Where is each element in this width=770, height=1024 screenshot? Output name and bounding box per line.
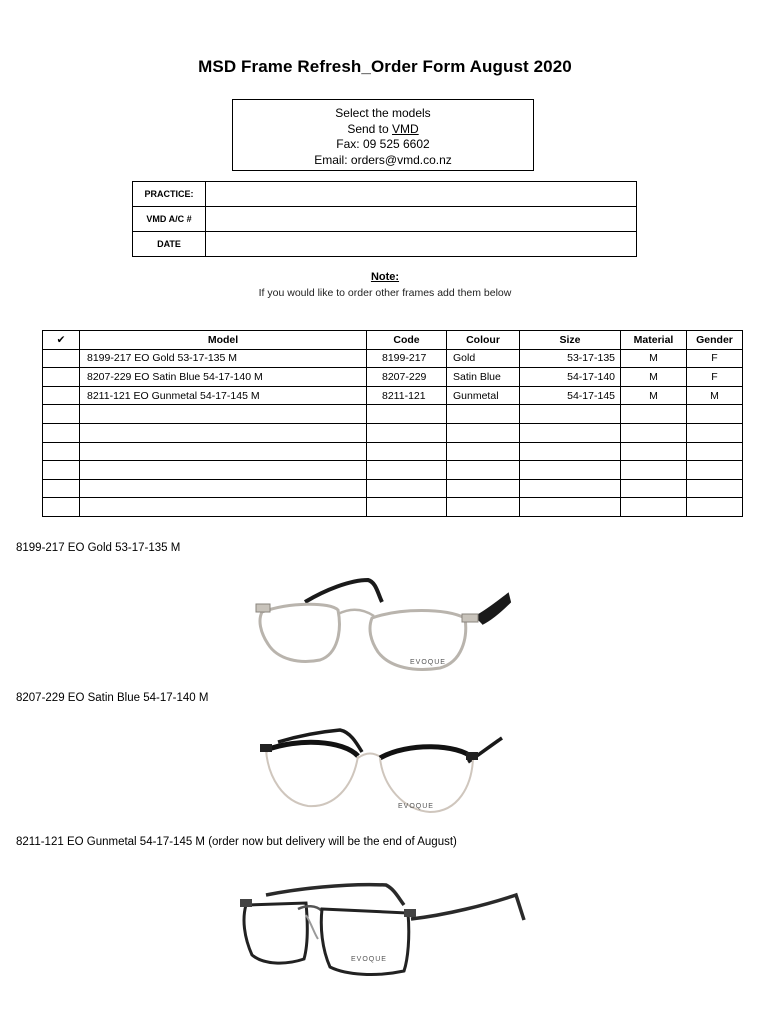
empty-cell[interactable] bbox=[367, 461, 447, 480]
empty-cell[interactable] bbox=[520, 498, 621, 517]
empty-cell[interactable] bbox=[80, 405, 367, 424]
empty-cell[interactable] bbox=[520, 461, 621, 480]
row-material: M bbox=[621, 349, 687, 368]
row-model: 8207-229 EO Satin Blue 54-17-140 M bbox=[80, 368, 367, 387]
empty-cell[interactable] bbox=[520, 423, 621, 442]
empty-cell[interactable] bbox=[80, 479, 367, 498]
row-check-cell[interactable] bbox=[43, 442, 80, 461]
header-colour: Colour bbox=[447, 331, 520, 350]
empty-cell[interactable] bbox=[687, 405, 743, 424]
row-code: 8199-217 bbox=[367, 349, 447, 368]
header-size: Size bbox=[520, 331, 621, 350]
product-caption-gold: 8199-217 EO Gold 53-17-135 M bbox=[16, 542, 181, 554]
satin-blue-glasses-icon bbox=[258, 722, 513, 822]
row-colour: Satin Blue bbox=[447, 368, 520, 387]
empty-cell[interactable] bbox=[80, 498, 367, 517]
brand-label: EVOQUE bbox=[410, 659, 446, 666]
account-label: VMD A/C # bbox=[133, 207, 206, 232]
product-caption-satin-blue: 8207-229 EO Satin Blue 54-17-140 M bbox=[16, 692, 209, 704]
send-line-email: Email: orders@vmd.co.nz bbox=[314, 152, 452, 167]
empty-cell[interactable] bbox=[367, 423, 447, 442]
empty-cell[interactable] bbox=[621, 423, 687, 442]
row-size: 54-17-145 bbox=[520, 386, 621, 405]
row-model: 8211-121 EO Gunmetal 54-17-145 M bbox=[80, 386, 367, 405]
send-instructions-box bbox=[232, 99, 534, 171]
row-check-cell[interactable] bbox=[43, 498, 80, 517]
empty-row bbox=[43, 442, 743, 461]
brand-label: EVOQUE bbox=[351, 956, 387, 963]
empty-cell[interactable] bbox=[447, 479, 520, 498]
row-check-cell[interactable] bbox=[43, 386, 80, 405]
send-line-send-to bbox=[233, 122, 533, 138]
page-title: MSD Frame Refresh_Order Form August 2020 bbox=[198, 57, 572, 76]
note-heading: Note: bbox=[370, 271, 400, 283]
empty-cell[interactable] bbox=[80, 423, 367, 442]
empty-cell[interactable] bbox=[447, 405, 520, 424]
empty-cell[interactable] bbox=[621, 479, 687, 498]
date-label: DATE bbox=[133, 232, 206, 257]
row-check-cell[interactable] bbox=[43, 461, 80, 480]
empty-cell[interactable] bbox=[687, 423, 743, 442]
empty-cell[interactable] bbox=[80, 442, 367, 461]
empty-cell[interactable] bbox=[447, 498, 520, 517]
gunmetal-glasses-icon bbox=[236, 875, 531, 985]
empty-cell[interactable] bbox=[447, 442, 520, 461]
row-check-cell[interactable] bbox=[43, 368, 80, 387]
table-row bbox=[43, 368, 743, 387]
practice-label: PRACTICE: bbox=[133, 182, 206, 207]
row-size: 54-17-140 bbox=[520, 368, 621, 387]
row-size: 53-17-135 bbox=[520, 349, 621, 368]
header-model: Model bbox=[80, 331, 367, 350]
row-model: 8199-217 EO Gold 53-17-135 M bbox=[80, 349, 367, 368]
row-code: 8207-229 bbox=[367, 368, 447, 387]
send-line-select: Select the models bbox=[335, 106, 431, 120]
row-gender: M bbox=[687, 386, 743, 405]
gold-glasses-icon bbox=[250, 572, 515, 677]
empty-cell[interactable] bbox=[687, 498, 743, 517]
row-check-cell[interactable] bbox=[43, 479, 80, 498]
table-row bbox=[43, 349, 743, 368]
empty-cell[interactable] bbox=[367, 498, 447, 517]
row-check-cell[interactable] bbox=[43, 423, 80, 442]
empty-cell[interactable] bbox=[447, 461, 520, 480]
empty-row bbox=[43, 423, 743, 442]
empty-cell[interactable] bbox=[621, 498, 687, 517]
row-check-cell[interactable] bbox=[43, 405, 80, 424]
header-code: Code bbox=[367, 331, 447, 350]
send-to-prefix: Send to bbox=[347, 121, 393, 136]
row-material: M bbox=[621, 386, 687, 405]
empty-cell[interactable] bbox=[621, 405, 687, 424]
empty-cell[interactable] bbox=[520, 442, 621, 461]
empty-cell[interactable] bbox=[687, 479, 743, 498]
row-colour: Gunmetal bbox=[447, 386, 520, 405]
empty-row bbox=[43, 498, 743, 517]
empty-cell[interactable] bbox=[687, 461, 743, 480]
empty-cell[interactable] bbox=[520, 405, 621, 424]
brand-label: EVOQUE bbox=[398, 803, 434, 810]
row-gender: F bbox=[687, 349, 743, 368]
empty-cell[interactable] bbox=[80, 461, 367, 480]
header-check: ✔ bbox=[43, 331, 80, 350]
order-table-header bbox=[43, 331, 743, 350]
row-check-cell[interactable] bbox=[43, 349, 80, 368]
order-table bbox=[42, 330, 743, 517]
header-gender: Gender bbox=[687, 331, 743, 350]
empty-cell[interactable] bbox=[367, 442, 447, 461]
empty-cell[interactable] bbox=[621, 442, 687, 461]
product-caption-gunmetal: 8211-121 EO Gunmetal 54-17-145 M (order now but delivery will be the end of August) bbox=[16, 836, 457, 848]
empty-cell[interactable] bbox=[687, 442, 743, 461]
date-field[interactable] bbox=[206, 232, 637, 257]
empty-cell[interactable] bbox=[367, 479, 447, 498]
empty-row bbox=[43, 479, 743, 498]
row-code: 8211-121 bbox=[367, 386, 447, 405]
vmd-link[interactable]: VMD bbox=[392, 121, 419, 136]
account-field[interactable] bbox=[206, 207, 637, 232]
row-gender: F bbox=[687, 368, 743, 387]
table-row bbox=[43, 386, 743, 405]
empty-row bbox=[43, 405, 743, 424]
empty-cell[interactable] bbox=[447, 423, 520, 442]
note-text: If you would like to order other frames add them below bbox=[258, 287, 512, 299]
practice-field[interactable] bbox=[206, 182, 637, 207]
empty-row bbox=[43, 461, 743, 480]
practice-info-table bbox=[132, 181, 637, 257]
row-colour: Gold bbox=[447, 349, 520, 368]
header-material: Material bbox=[621, 331, 687, 350]
send-line-fax: Fax: 09 525 6602 bbox=[336, 137, 430, 151]
empty-cell[interactable] bbox=[621, 461, 687, 480]
row-material: M bbox=[621, 368, 687, 387]
empty-cell[interactable] bbox=[520, 479, 621, 498]
empty-cell[interactable] bbox=[367, 405, 447, 424]
